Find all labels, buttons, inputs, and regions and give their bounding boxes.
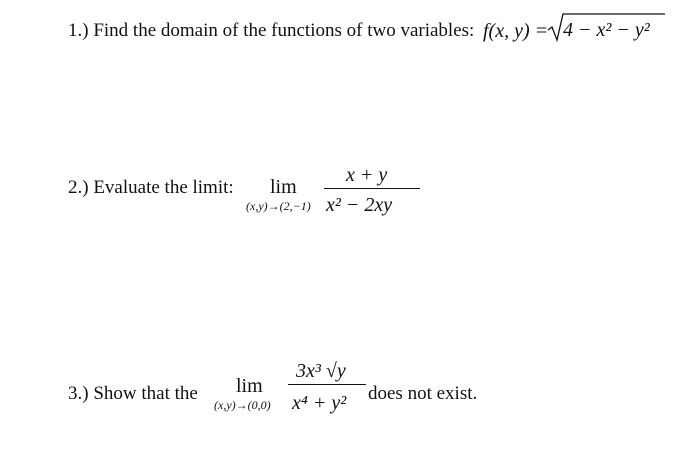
- problem-3-tail: does not exist.: [368, 383, 478, 404]
- problem-3-text: [68, 384, 198, 403]
- problem-2-prompt: Evaluate the limit:: [93, 177, 234, 198]
- problem-2-lim: lim: [270, 176, 297, 198]
- problem-1-radicand: 4 − x² − y²: [563, 19, 650, 41]
- problem-2-text: [68, 178, 234, 197]
- problem-1-function-lhs: f(x, y) =: [483, 20, 549, 42]
- problem-2-denominator: x² − 2xy: [326, 194, 393, 216]
- problem-3-denominator: x⁴ + y²: [292, 392, 347, 414]
- problem-3-prompt: Show that the: [93, 383, 198, 404]
- problem-1-prompt: Find the domain of the functions of two variables:: [93, 20, 475, 41]
- problem-2-lim-subscript: (x,y)→(2,−1): [246, 199, 311, 213]
- problem-3-fraction-bar: [288, 384, 366, 385]
- problem-2-number: 2.): [68, 177, 89, 198]
- problem-3-lim-subscript: (x,y)→(0,0): [214, 398, 271, 412]
- problem-1-number: 1.): [68, 20, 89, 41]
- problem-1-text: [68, 21, 474, 40]
- problem-1-sqrt: [547, 10, 667, 44]
- problem-2-fraction-bar: [324, 188, 420, 189]
- problem-3-lim: lim: [236, 375, 263, 397]
- problem-3-number: 3.): [68, 383, 89, 404]
- problem-2-numerator: x + y: [346, 164, 388, 186]
- problem-3-numerator: 3x³ √y: [296, 360, 346, 382]
